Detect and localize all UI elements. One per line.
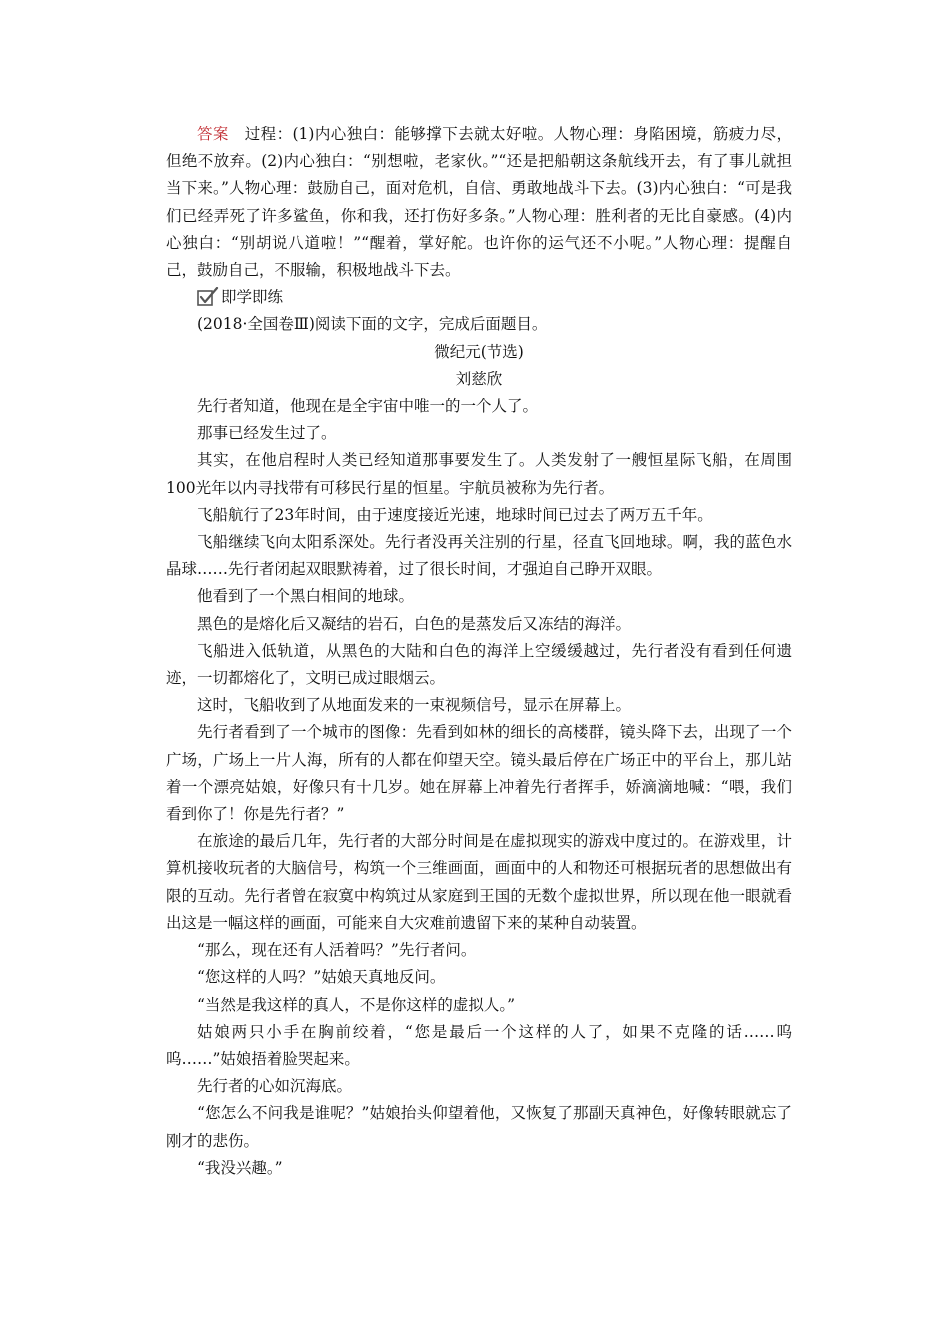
article-paragraph: 在旅途的最后几年，先行者的大部分时间是在虚拟现实的游戏中度过的。在游戏里，计算机接收玩者的大脑信号，构筑一个三维画面，画面中的人和物还可根据玩者的思想做出有限的互动。先行者曾在寂寞中构筑过从家庭到王国的无数个虚拟世界，所以现在他一眼就看出这是一幅这样的画面，可能来自大灾难前遗留下来的某种自动装置。 <box>166 832 792 932</box>
article-paragraph: 飞船进入低轨道，从黑色的大陆和白色的海洋上空缓缓越过，先行者没有看到任何遗迹，一切都熔化了，文明已成过眼烟云。 <box>166 641 792 688</box>
article-paragraph: 黑色的是熔化后又凝结的岩石，白色的是蒸发后又冻结的海洋。 <box>197 614 632 633</box>
answer-paragraph <box>166 121 792 284</box>
article-paragraph: “那么，现在还有人活着吗？”先行者问。 <box>197 941 477 960</box>
practice-heading-text: 即学即练 <box>221 288 284 307</box>
article-paragraph: 先行者知道，他现在是全宇宙中唯一的一个人了。 <box>197 397 539 416</box>
article-paragraph: “我没兴趣。” <box>197 1158 283 1177</box>
article-paragraph: 这时，飞船收到了从地面发来的一束视频信号，显示在屏幕上。 <box>197 696 632 715</box>
article-paragraph: 先行者看到了一个城市的图像：先看到如林的细长的高楼群，镜头降下去，出现了一个广场，广场上一片人海，所有的人都在仰望天空。镜头最后停在广场正中的平台上，那儿站着一个漂亮姑娘，好像只有十几岁。她在屏幕上冲着先行者挥手，娇滴滴地喊：“喂，我们看到你了！你是先行者？” <box>166 723 792 824</box>
article-paragraph: “您怎么不问我是谁呢？”姑娘抬头仰望着他，又恢复了那副天真神色，好像转眼就忘了刚才的悲伤。 <box>166 1104 792 1150</box>
document-page <box>166 121 792 1182</box>
article-title: 微纪元(节选) <box>434 342 524 361</box>
article-paragraph: 飞船航行了23年时间，由于速度接近光速，地球时间已过去了两万五千年。 <box>197 505 713 524</box>
article-paragraph: 姑娘两只小手在胸前绞着，“您是最后一个这样的人了，如果不克隆的话……呜呜……”姑娘捂着脸哭起来。 <box>166 1022 792 1068</box>
article-paragraph: 那事已经发生过了。 <box>197 424 337 443</box>
article-paragraph: 他看到了一个黑白相间的地球。 <box>197 587 415 606</box>
article-author: 刘慈欣 <box>455 369 503 388</box>
practice-source: (2018·全国卷Ⅲ)阅读下面的文字，完成后面题目。 <box>197 315 548 334</box>
article-paragraph: “当然是我这样的真人，不是你这样的虚拟人。” <box>197 995 516 1014</box>
article-paragraph: “您这样的人吗？”姑娘天真地反问。 <box>197 968 446 987</box>
answer-label: 答案 <box>197 125 229 143</box>
checkbox-check-icon <box>166 287 188 307</box>
article-paragraph: 其实，在他启程时人类已经知道那事要发生了。人类发射了一艘恒星际飞船，在周围100光年以内寻找带有可移民行星的恒星。宇航员被称为先行者。 <box>166 451 792 497</box>
answer-text: 过程：(1)内心独白：能够撑下去就太好啦。人物心理：身陷困境，筋疲力尽，但绝不放弃。(2)内心独白：“别想啦，老家伙。”“还是把船朝这条航线开去，有了事儿就担当下来。”人物心理：鼓励自己，面对危机，自信、勇敢地战斗下去。(3)内心独白：“可是我们已经弄死了许多鲨鱼，你和我，还打伤好多条。”人物心理：胜利者的无比自豪感。(4)内心独白：“别胡说八道啦！”“醒着，掌好舵。也许你的运气还不小呢。”人物心理：提醒自己，鼓励自己，不服输，积极地战斗下去。 <box>166 125 792 280</box>
article-paragraph: 飞船继续飞向太阳系深处。先行者没再关注别的行星，径直飞回地球。啊，我的蓝色水晶球……先行者闭起双眼默祷着，过了很长时间，才强迫自己睁开双眼。 <box>166 533 792 579</box>
practice-heading <box>166 284 792 311</box>
article-paragraph: 先行者的心如沉海底。 <box>197 1077 353 1096</box>
